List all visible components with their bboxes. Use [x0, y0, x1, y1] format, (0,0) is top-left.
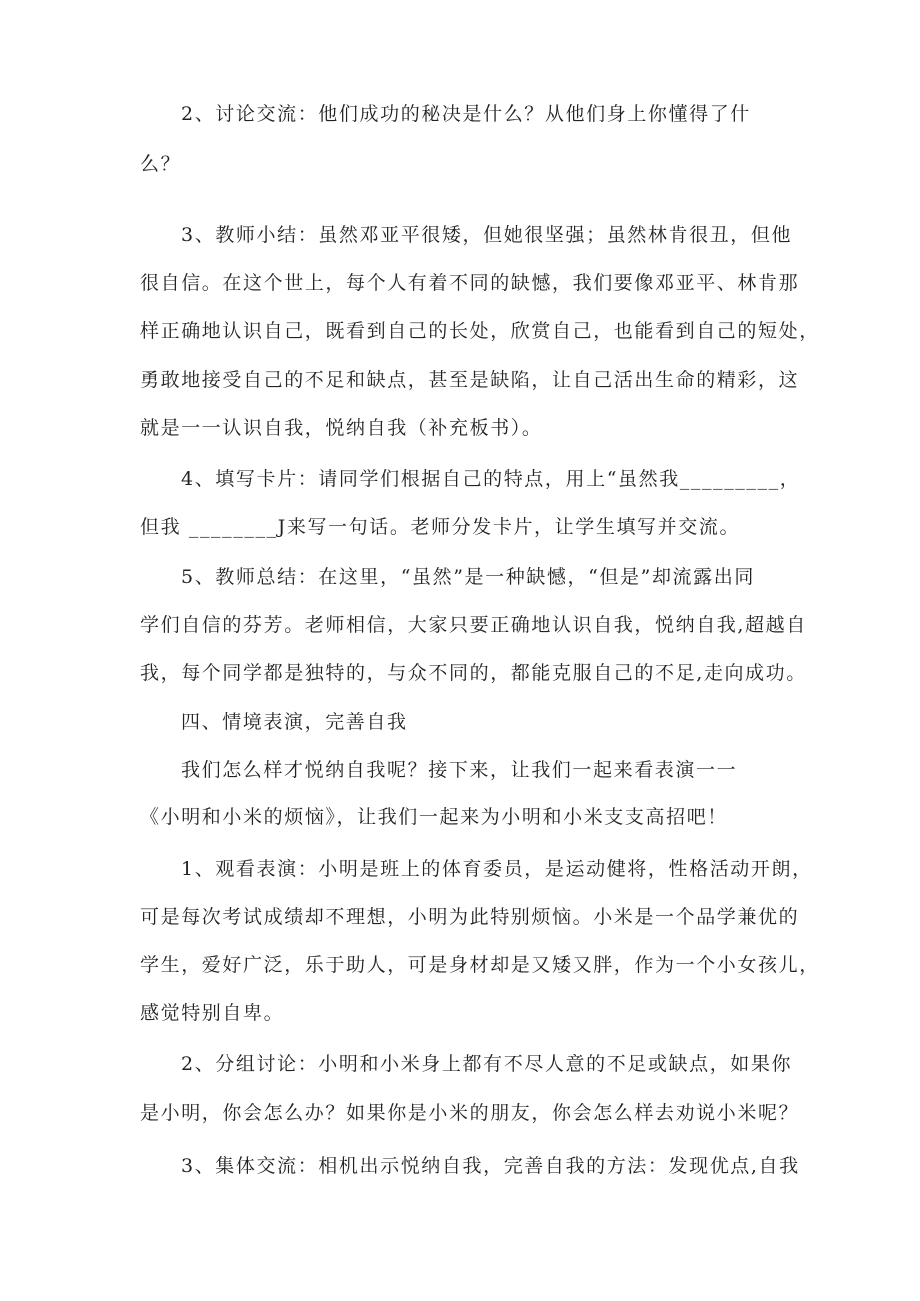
- text-line: 但我 ________J来写一句话。老师分发卡片，让学生填写并交流。: [140, 516, 741, 538]
- text-line: 2、分组讨论：小明和小米身上都有不尽人意的不足或缺点，如果你: [181, 1053, 793, 1075]
- text-line: 是小明，你会怎么办？如果你是小米的朋友，你会怎么样去劝说小米呢？: [140, 1102, 800, 1124]
- text-line: 《小明和小米的烦恼》，让我们一起来为小明和小米支支高招吧！: [140, 806, 728, 828]
- text-line: 就是一一认识自我，悦纳自我（补充板书）。: [140, 417, 543, 439]
- text-line: 学生，爱好广泛，乐于助人，可是身材却是又矮又胖，作为一个小女孩儿，: [140, 954, 820, 976]
- text-line: 3、集体交流：相机出示悦纳自我，完善自我的方法：发现优点,自我: [181, 1155, 800, 1177]
- section-heading: 四、情境表演，完善自我: [181, 711, 408, 733]
- text-line: 3、教师小结：虽然邓亚平很矮，但她很坚强；虽然林肯很丑，但他: [181, 224, 793, 246]
- text-line: 样正确地认识自己，既看到自己的长处，欣赏自己，也能看到自己的短处，: [140, 320, 820, 342]
- text-line: 2、讨论交流：他们成功的秘决是什么？从他们身上你懂得了什: [181, 103, 751, 125]
- text-line: 么？: [140, 153, 182, 175]
- text-line: 很自信。在这个世上，每个人有着不同的缺憾，我们要像邓亚平、林肯那: [140, 272, 800, 294]
- text-line: 感觉特别自卑。: [140, 1002, 285, 1024]
- text-line: 5、教师总结：在这里，“虽然”是一种缺憾，“但是”却流露出同: [181, 566, 755, 588]
- text-line: 学们自信的芬芳。老师相信，大家只要正确地认识自我，悦纳自我,超越自: [140, 614, 807, 636]
- text-line: 1、观看表演：小明是班上的体育委员，是运动健将，性格活动开朗，: [181, 858, 813, 880]
- text-line: 4、填写卡片：请同学们根据自己的特点，用上“虽然我_________，: [181, 468, 801, 490]
- text-line: 勇敢地接受自己的不足和缺点，甚至是缺陷，让自己活出生命的精彩，这: [140, 369, 800, 391]
- text-line: 可是每次考试成绩却不理想，小明为此特别烦恼。小米是一个品学兼优的: [140, 906, 800, 928]
- text-line: 我们怎么样才悦纳自我呢？接下来，让我们一起来看表演一一: [181, 759, 738, 781]
- text-line: 我，每个同学都是独特的，与众不同的，都能克服自己的不足,走向成功。: [140, 662, 807, 684]
